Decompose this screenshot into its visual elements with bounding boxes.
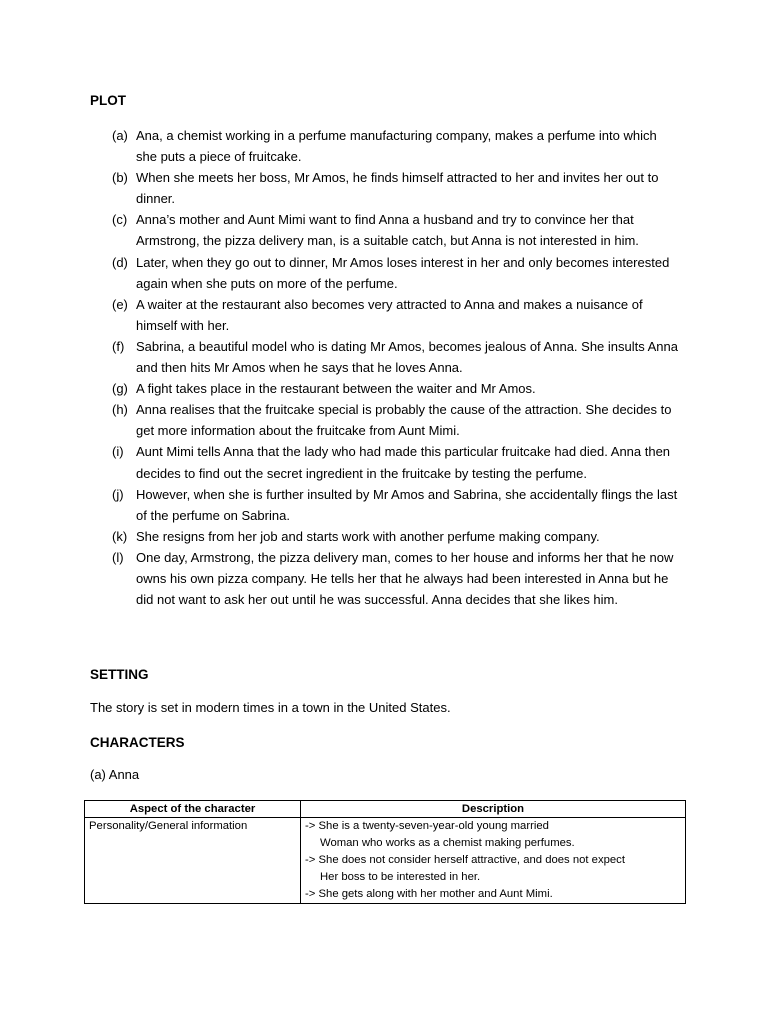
character-subheading: (a) Anna <box>90 767 140 782</box>
description-line: -> She gets along with her mother and Aunt Mimi. <box>305 888 553 900</box>
list-item-text: However, when she is further insulted by Mr Amos and Sabrina, she accidentally flings the last of the perfume on Sabrina. <box>136 486 678 523</box>
list-item <box>0 294 768 336</box>
table-cell-aspect: Personality/General information <box>85 818 301 904</box>
list-marker: (f) <box>112 338 125 354</box>
list-item-text: Anna realises that the fruitcake special is probably the cause of the attraction. She decides to get more information about the fruitcake from Aunt Mimi. <box>136 402 672 439</box>
table-row <box>85 818 686 904</box>
description-line: -> She is a twenty-seven-year-old young married <box>305 820 549 832</box>
list-item-text: Later, when they go out to dinner, Mr Amos loses interest in her and only becomes interested again when she puts on more of the perfume. <box>136 254 670 291</box>
column-header-description: Description <box>301 801 686 818</box>
list-item-text: Ana, a chemist working in a perfume manufacturing company, makes a perfume into which she puts a piece of fruitcake. <box>136 128 657 165</box>
list-marker: (k) <box>112 528 128 544</box>
list-item-text: One day, Armstrong, the pizza delivery man, comes to her house and informs her that he now owns his own pizza company. He tells her that he always had been interested in Anna but he did not want to ask her out until he was successful. Anna decides that she likes him. <box>136 549 674 608</box>
description-line: -> She does not consider herself attractive, and does not expect <box>305 854 625 866</box>
list-item <box>0 526 768 547</box>
plot-heading: PLOT <box>90 93 126 108</box>
table-cell-description <box>301 818 686 904</box>
list-marker: (a) <box>112 128 128 143</box>
table-header-row <box>85 801 686 818</box>
list-item <box>0 209 768 251</box>
list-item-text: She resigns from her job and starts work with another perfume making company. <box>136 528 600 544</box>
list-item-text: Aunt Mimi tells Anna that the lady who had made this particular fruitcake had died. Anna then decides to find out the secret ingredient in the fruitcake by testing the perfume. <box>136 444 671 481</box>
list-item-text: Anna’s mother and Aunt Mimi want to find Anna a husband and try to convince her that Armstrong, the pizza delivery man, is a suitable catch, but Anna is not interested in him. <box>136 212 639 249</box>
list-marker: (d) <box>112 254 128 270</box>
list-item <box>0 125 768 167</box>
setting-heading: SETTING <box>90 667 149 682</box>
list-marker: (j) <box>112 486 124 502</box>
list-marker: (h) <box>112 402 128 418</box>
list-item <box>0 399 768 441</box>
list-item-text: A fight takes place in the restaurant between the waiter and Mr Amos. <box>136 381 536 397</box>
characters-heading: CHARACTERS <box>90 735 185 750</box>
list-item-text: Sabrina, a beautiful model who is dating Mr Amos, becomes jealous of Anna. She insults Anna and then hits Mr Amos when he says that he loves Anna. <box>136 338 678 376</box>
list-item <box>0 336 768 378</box>
description-line: Woman who works as a chemist making perfumes. <box>320 837 575 849</box>
list-marker: (c) <box>112 212 128 228</box>
description-line: Her boss to be interested in her. <box>320 871 481 883</box>
list-marker: (i) <box>112 444 124 460</box>
list-marker: (g) <box>112 381 128 397</box>
list-item <box>0 252 768 294</box>
list-item <box>0 441 768 483</box>
column-header-aspect: Aspect of the character <box>85 801 301 818</box>
list-item <box>0 378 768 399</box>
plot-list <box>0 125 768 610</box>
list-item-text: When she meets her boss, Mr Amos, he finds himself attracted to her and invites her out to dinner. <box>136 170 659 207</box>
list-item <box>0 167 768 209</box>
setting-paragraph: The story is set in modern times in a town in the United States. <box>90 700 451 715</box>
list-marker: (b) <box>112 170 128 186</box>
list-marker: (l) <box>112 549 124 565</box>
list-item-text: A waiter at the restaurant also becomes very attracted to Anna and makes a nuisance of himself with her. <box>136 296 643 333</box>
character-table <box>84 800 686 904</box>
list-item <box>0 547 768 610</box>
list-item <box>0 484 768 526</box>
list-marker: (e) <box>112 296 128 312</box>
